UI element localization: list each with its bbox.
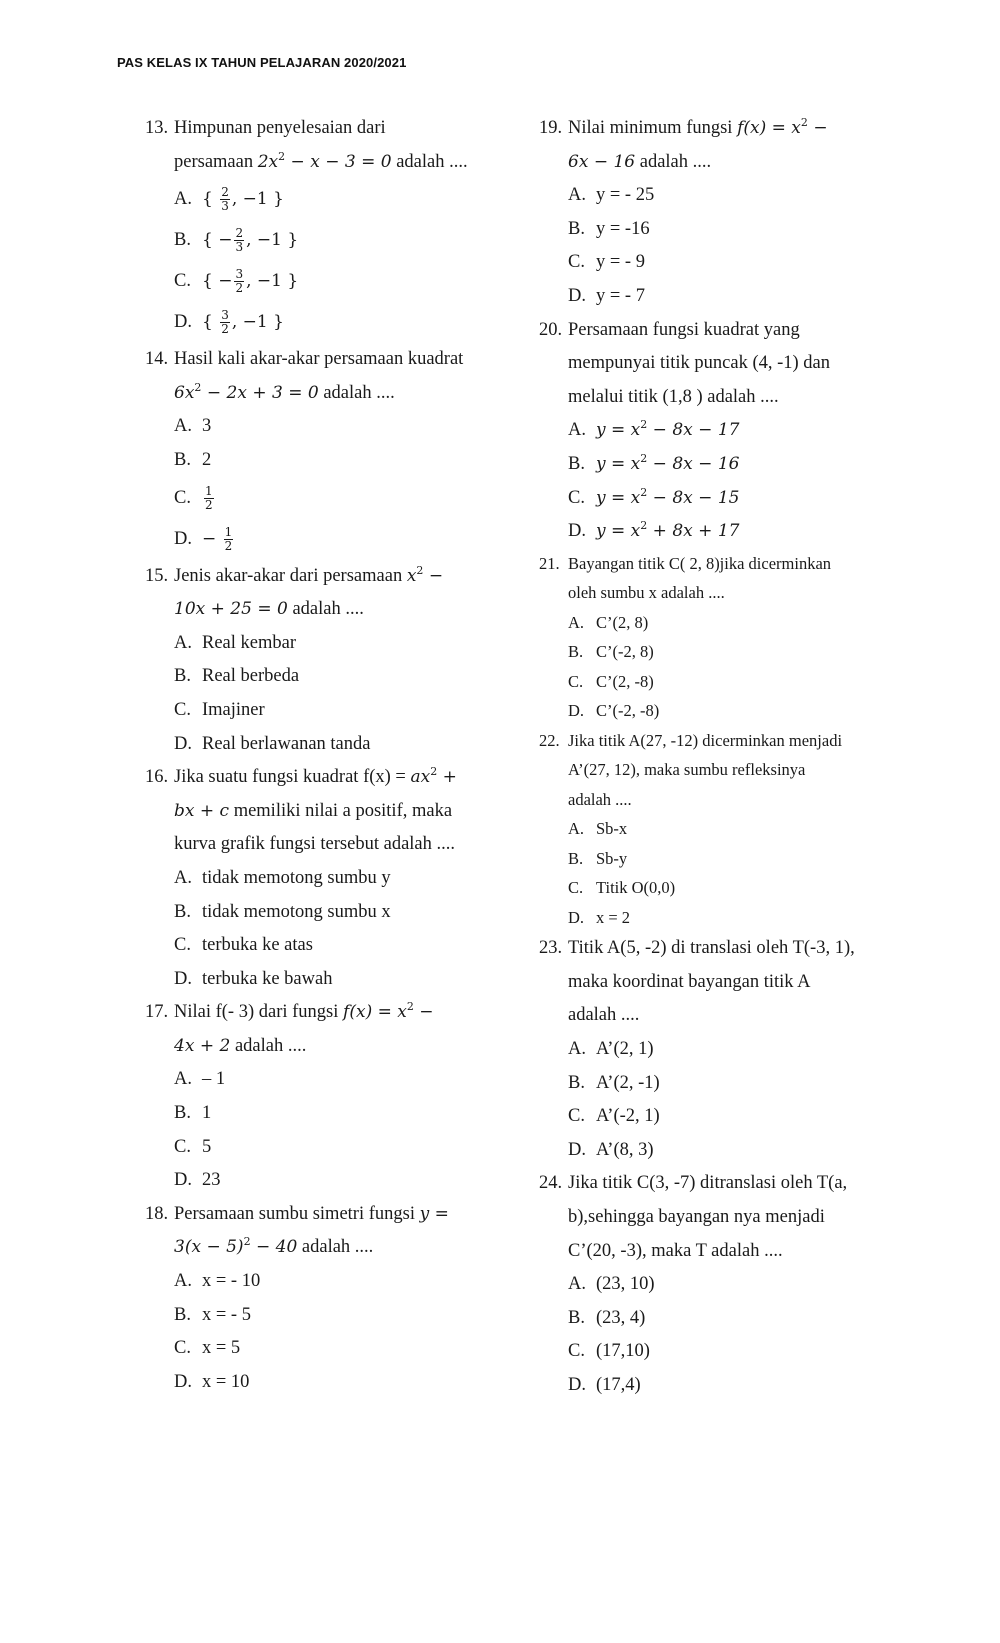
option-value: Real berlawanan tanda [202, 733, 371, 754]
option-b[interactable] [539, 637, 879, 667]
option-b[interactable] [145, 1299, 485, 1333]
option-rest: , −1 } [231, 189, 284, 210]
option-letter: D. [568, 1139, 586, 1160]
option-value: A’(2, 1) [596, 1039, 654, 1059]
question-text-part: Nilai minimum fungsi [568, 118, 738, 138]
option-c[interactable] [145, 478, 485, 519]
question-number: 14. [145, 349, 169, 370]
question-text-cont: mempunyai titik puncak (4, -1) dan [568, 353, 831, 374]
option-value [202, 519, 485, 560]
question-text-cont: b),sehingga bayangan nya menjadi [568, 1206, 825, 1227]
option-d[interactable] [145, 963, 485, 997]
operator: + [652, 521, 667, 542]
option-rest: , −1 } [231, 312, 284, 333]
question-15 [145, 560, 485, 762]
option-letter: B. [174, 1304, 191, 1325]
option-value: Imajiner [202, 699, 265, 720]
option-value: (23, 4) [596, 1307, 646, 1328]
option-letter: A. [174, 416, 192, 437]
question-text: Bayangan titik C( 2, 8)jika dicerminkan [568, 553, 832, 573]
option-value: 23 [202, 1170, 221, 1191]
option-letter: D. [174, 968, 192, 989]
option-value: C’(-2, 8) [596, 642, 654, 662]
option-d[interactable] [145, 1366, 485, 1400]
option-value: x = 10 [202, 1371, 250, 1392]
option-letter: D. [568, 521, 586, 542]
option-letter: A. [568, 1274, 586, 1295]
option-letter: A. [174, 189, 192, 210]
option-letter: C. [568, 487, 585, 508]
option-d[interactable] [539, 515, 879, 549]
question-text-part: adalah .... [318, 382, 395, 403]
option-c[interactable] [539, 667, 879, 697]
option-letter: A. [174, 632, 192, 653]
option-a[interactable] [145, 1265, 485, 1299]
question-18 [145, 1198, 485, 1400]
fraction-numerator: 1 [205, 483, 213, 498]
option-d[interactable] [539, 280, 879, 314]
option-a[interactable] [145, 862, 485, 896]
question-text [174, 1198, 485, 1232]
question-text: Himpunan penyelesaian dari [174, 118, 386, 138]
fraction [234, 227, 244, 254]
question-number: 15. [145, 565, 169, 586]
option-value: terbuka ke atas [202, 935, 313, 956]
option-letter: C. [568, 878, 584, 898]
option-letter: C. [174, 1338, 191, 1359]
option-b[interactable] [539, 1067, 879, 1101]
fraction-numerator: 2 [221, 185, 229, 200]
sign: − [202, 528, 222, 549]
option-value: $y = x^2 - 8x - 16$ [596, 451, 740, 474]
equation: y = [419, 1203, 449, 1224]
question-text-part: Persamaan sumbu simetri fungsi [174, 1203, 420, 1224]
question-text-part: Jenis akar-akar dari persamaan [174, 565, 407, 586]
option-b[interactable] [145, 1097, 485, 1131]
question-text: Jika titik C(3, -7) ditranslasi oleh T(a, [568, 1173, 848, 1194]
question-text-cont: adalah .... [568, 789, 632, 809]
option-value: A’(8, 3) [596, 1139, 654, 1160]
option-letter: A. [174, 1069, 192, 1090]
question-13 [145, 112, 485, 343]
option-value: x = - 5 [202, 1304, 251, 1325]
operator: − [698, 453, 713, 474]
question-text [174, 560, 485, 594]
option-value: tidak memotong sumbu x [202, 901, 391, 922]
option-c[interactable] [145, 929, 485, 963]
question-text-part: memiliki nilai a positif, maka [229, 800, 453, 821]
question-number: 24. [539, 1173, 563, 1194]
option-d[interactable] [539, 903, 879, 933]
question-text [174, 996, 485, 1030]
option-value: { − $\frac{3}{2}$ , −1 } [202, 267, 299, 296]
question-text-cont [145, 146, 485, 180]
option-letter: D. [174, 1170, 192, 1191]
page-header: PAS KELAS IX TAHUN PELAJARAN 2020/2021 [117, 55, 407, 70]
option-letter: C. [568, 671, 584, 691]
option-letter: A. [568, 420, 586, 441]
fraction-numerator: 1 [224, 524, 233, 539]
option-c[interactable] [539, 1335, 879, 1369]
question-text-part: adalah .... [297, 1237, 374, 1258]
option-value: { $\frac{2}{3}$ , −1 } [202, 185, 284, 214]
option-letter: A. [174, 1271, 192, 1292]
option-d[interactable] [539, 696, 879, 726]
option-d[interactable] [145, 1164, 485, 1198]
equation: $2x^2 - x - 3 = 0$ [257, 149, 392, 172]
equation: $x^2$ − [406, 563, 444, 586]
question-number: 17. [145, 1002, 169, 1023]
question-number: 19. [539, 118, 563, 138]
option-b[interactable] [539, 844, 879, 874]
sign: − [218, 230, 233, 251]
option-c[interactable] [145, 694, 485, 728]
option-letter: C. [174, 699, 191, 720]
option-value: 3 [202, 416, 212, 437]
option-b[interactable] [145, 220, 485, 261]
option-value: Sb-y [596, 848, 628, 868]
question-text-cont [145, 1231, 485, 1265]
option-c[interactable] [145, 1131, 485, 1165]
question-16 [145, 761, 485, 996]
option-letter: B. [568, 1307, 585, 1328]
option-d[interactable] [539, 1134, 879, 1168]
option-value: C’(2, -8) [596, 671, 654, 691]
question-number: 21. [539, 553, 560, 573]
option-value: x = - 10 [202, 1271, 261, 1292]
option-letter: D. [568, 701, 585, 721]
option-value: x = 2 [596, 907, 631, 927]
option-value: A’(2, -1) [596, 1072, 660, 1093]
option-c[interactable] [539, 246, 879, 280]
fraction-denominator: 2 [205, 497, 213, 512]
option-a[interactable] [539, 1033, 879, 1067]
option-letter: B. [174, 666, 191, 687]
equation: $6x^2 - 2x + 3 = 0$ [174, 380, 319, 403]
equation: $ax^2$ + [410, 765, 457, 788]
option-letter: C. [568, 1341, 585, 1362]
option-value: tidak memotong sumbu y [202, 867, 391, 888]
option-letter: B. [568, 218, 585, 239]
coef-b: 8 [672, 487, 684, 508]
option-letter: B. [568, 642, 584, 662]
option-letter: D. [568, 907, 585, 927]
option-value: y = - 9 [596, 252, 645, 273]
right-column [539, 112, 879, 1403]
question-text: Titik A(5, -2) di translasi oleh T(-3, 1), [568, 938, 855, 959]
option-letter: C. [174, 1136, 191, 1157]
option-letter: A. [174, 867, 192, 888]
option-letter: D. [174, 528, 192, 549]
option-value: – 1 [202, 1069, 226, 1090]
left-column [145, 112, 485, 1399]
option-letter: B. [174, 1103, 191, 1124]
option-a[interactable] [539, 814, 879, 844]
question-text-part: adalah .... [287, 599, 364, 620]
coef-b: 8 [672, 453, 684, 474]
operator: − [698, 487, 713, 508]
option-c[interactable] [539, 1100, 879, 1134]
fraction [234, 268, 244, 295]
option-b[interactable] [539, 448, 879, 482]
question-text [568, 112, 879, 146]
option-letter: A. [568, 612, 585, 632]
option-letter: C. [174, 271, 191, 292]
option-a[interactable] [145, 627, 485, 661]
question-text-cont: kurva grafik fungsi tersebut adalah .... [174, 834, 456, 855]
coef-b: 8 [672, 420, 684, 441]
equation: $f(x) = x^2$ − [343, 1000, 434, 1023]
option-letter: C. [568, 252, 585, 273]
option-letter: A. [568, 185, 586, 206]
option-d[interactable] [145, 519, 485, 560]
option-value: terbuka ke bawah [202, 968, 333, 989]
question-24 [539, 1167, 879, 1402]
option-letter: D. [174, 733, 192, 754]
option-c[interactable] [145, 1332, 485, 1366]
question-21 [539, 549, 879, 726]
question-20 [539, 314, 879, 549]
question-text-cont [145, 1030, 485, 1064]
option-value [202, 478, 485, 519]
option-letter: B. [568, 848, 584, 868]
option-c[interactable] [539, 482, 879, 516]
option-value: A’(-2, 1) [596, 1106, 660, 1127]
question-number: 13. [145, 118, 169, 138]
coef-c: 17 [717, 521, 740, 542]
option-letter: B. [174, 901, 191, 922]
option-b[interactable] [539, 213, 879, 247]
question-text-cont [145, 377, 485, 411]
option-a[interactable] [539, 608, 879, 638]
question-text-part: Jika suatu fungsi kuadrat f(x) = [174, 767, 411, 788]
question-text-cont: A’(27, 12), maka sumbu refleksinya [568, 760, 806, 780]
option-value: (17,4) [596, 1374, 641, 1395]
question-14 [145, 343, 485, 559]
option-a[interactable] [539, 1268, 879, 1302]
fraction-denominator: 2 [221, 322, 229, 337]
option-letter: B. [568, 453, 585, 474]
option-value: { $\frac{3}{2}$ , −1 } [202, 308, 284, 337]
option-rest: , −1 } [246, 230, 299, 251]
option-b[interactable] [145, 444, 485, 478]
option-value: Titik O(0,0) [596, 878, 676, 898]
question-number: 18. [145, 1203, 169, 1224]
option-value: C’(2, 8) [596, 612, 649, 632]
option-a[interactable] [145, 179, 485, 220]
option-value: y = - 25 [596, 185, 655, 206]
question-text-part: Nilai f(- 3) dari fungsi [174, 1002, 344, 1023]
question-text-cont: maka koordinat bayangan titik A [568, 971, 811, 992]
coef-c: 15 [717, 487, 740, 508]
equation: $3(x - 5)^2 - 40$ [174, 1235, 298, 1258]
question-number: 23. [539, 938, 563, 959]
option-a[interactable] [539, 179, 879, 213]
fraction-denominator: 3 [235, 240, 244, 255]
option-d[interactable] [539, 1369, 879, 1403]
equation: 6x − 16 [568, 151, 636, 172]
option-value: C’(-2, -8) [596, 701, 660, 721]
question-text: Hasil kali akar-akar persamaan kuadrat [174, 349, 464, 370]
option-letter: C. [174, 487, 191, 508]
equation: bx + c [174, 800, 230, 821]
option-c[interactable] [145, 261, 485, 302]
coef-c: 17 [717, 420, 740, 441]
option-value: y = - 7 [596, 285, 645, 306]
fraction [220, 186, 230, 213]
fraction-numerator: 3 [235, 267, 244, 282]
option-letter: B. [174, 449, 191, 470]
option-value: 2 [202, 449, 212, 470]
option-value: Real berbeda [202, 666, 300, 687]
question-text-cont [539, 146, 879, 180]
option-value: Sb-x [596, 819, 628, 839]
question-text: Persamaan fungsi kuadrat yang [568, 319, 800, 340]
option-value: x = 5 [202, 1338, 241, 1359]
option-letter: B. [174, 230, 191, 251]
coef-b: 8 [672, 521, 684, 542]
option-b[interactable] [145, 660, 485, 694]
question-text-cont: C’(20, -3), maka T adalah .... [568, 1240, 783, 1261]
option-letter: B. [568, 1072, 585, 1093]
question-text-part: persamaan [174, 151, 258, 172]
option-rest: , −1 } [246, 271, 299, 292]
equation: $f(x) = x^2$ − [737, 116, 828, 138]
question-number: 22. [539, 730, 560, 750]
question-19 [539, 112, 879, 314]
option-a[interactable] [145, 1063, 485, 1097]
question-17 [145, 996, 485, 1198]
fraction-numerator: 2 [235, 226, 244, 241]
question-text-cont: melalui titik (1,8 ) adalah .... [568, 386, 779, 407]
option-letter: C. [174, 935, 191, 956]
option-value: (23, 10) [596, 1274, 655, 1295]
option-value: 1 [202, 1103, 212, 1124]
option-letter: C. [568, 1106, 585, 1127]
equation: 4x + 2 [174, 1035, 231, 1056]
question-text-cont [145, 593, 485, 627]
question-text [174, 761, 485, 795]
fraction-numerator: 3 [221, 308, 229, 323]
question-text-part: adalah .... [391, 151, 468, 172]
fraction-denominator: 3 [221, 199, 229, 214]
question-text-cont [145, 795, 485, 829]
fraction-denominator: 2 [224, 538, 233, 553]
question-text-part: adalah .... [230, 1035, 307, 1056]
fraction-denominator: 2 [235, 281, 244, 296]
fraction [204, 485, 214, 512]
option-b[interactable] [539, 1302, 879, 1336]
option-letter: D. [174, 312, 192, 333]
option-letter: A. [568, 819, 585, 839]
option-d[interactable] [145, 302, 485, 343]
question-23 [539, 932, 879, 1167]
fraction [224, 526, 234, 553]
option-value: y = -16 [596, 218, 650, 239]
question-text-part: adalah .... [635, 151, 712, 172]
question-22 [539, 726, 879, 933]
question-number: 20. [539, 319, 563, 340]
option-value: (17,10) [596, 1341, 650, 1362]
option-letter: D. [568, 1374, 586, 1395]
option-a[interactable] [145, 410, 485, 444]
option-letter: A. [568, 1039, 586, 1059]
option-b[interactable] [145, 896, 485, 930]
option-value: $y = x^2 + 8x + 17$ [596, 519, 740, 542]
question-text: Jika titik A(27, -12) dicerminkan menjadi [568, 730, 843, 750]
sign: − [218, 271, 233, 292]
fraction [220, 309, 230, 336]
option-value: $y = x^2 - 8x - 15$ [596, 485, 740, 508]
question-text-cont: adalah .... [568, 1005, 640, 1026]
option-c[interactable] [539, 873, 879, 903]
option-value: Real kembar [202, 632, 296, 653]
option-letter: D. [174, 1371, 192, 1392]
coef-c: 16 [717, 453, 740, 474]
option-value: { − $\frac{2}{3}$ , −1 } [202, 226, 299, 255]
equation: 10x + 25 = 0 [174, 599, 288, 620]
option-a[interactable] [539, 414, 879, 448]
option-letter: D. [568, 285, 586, 306]
option-value: $y = x^2 - 8x - 17$ [596, 418, 740, 441]
question-number: 16. [145, 767, 169, 788]
option-value: 5 [202, 1136, 212, 1157]
question-text-cont: oleh sumbu x adalah .... [568, 583, 725, 603]
operator: − [698, 420, 713, 441]
option-d[interactable] [145, 728, 485, 762]
